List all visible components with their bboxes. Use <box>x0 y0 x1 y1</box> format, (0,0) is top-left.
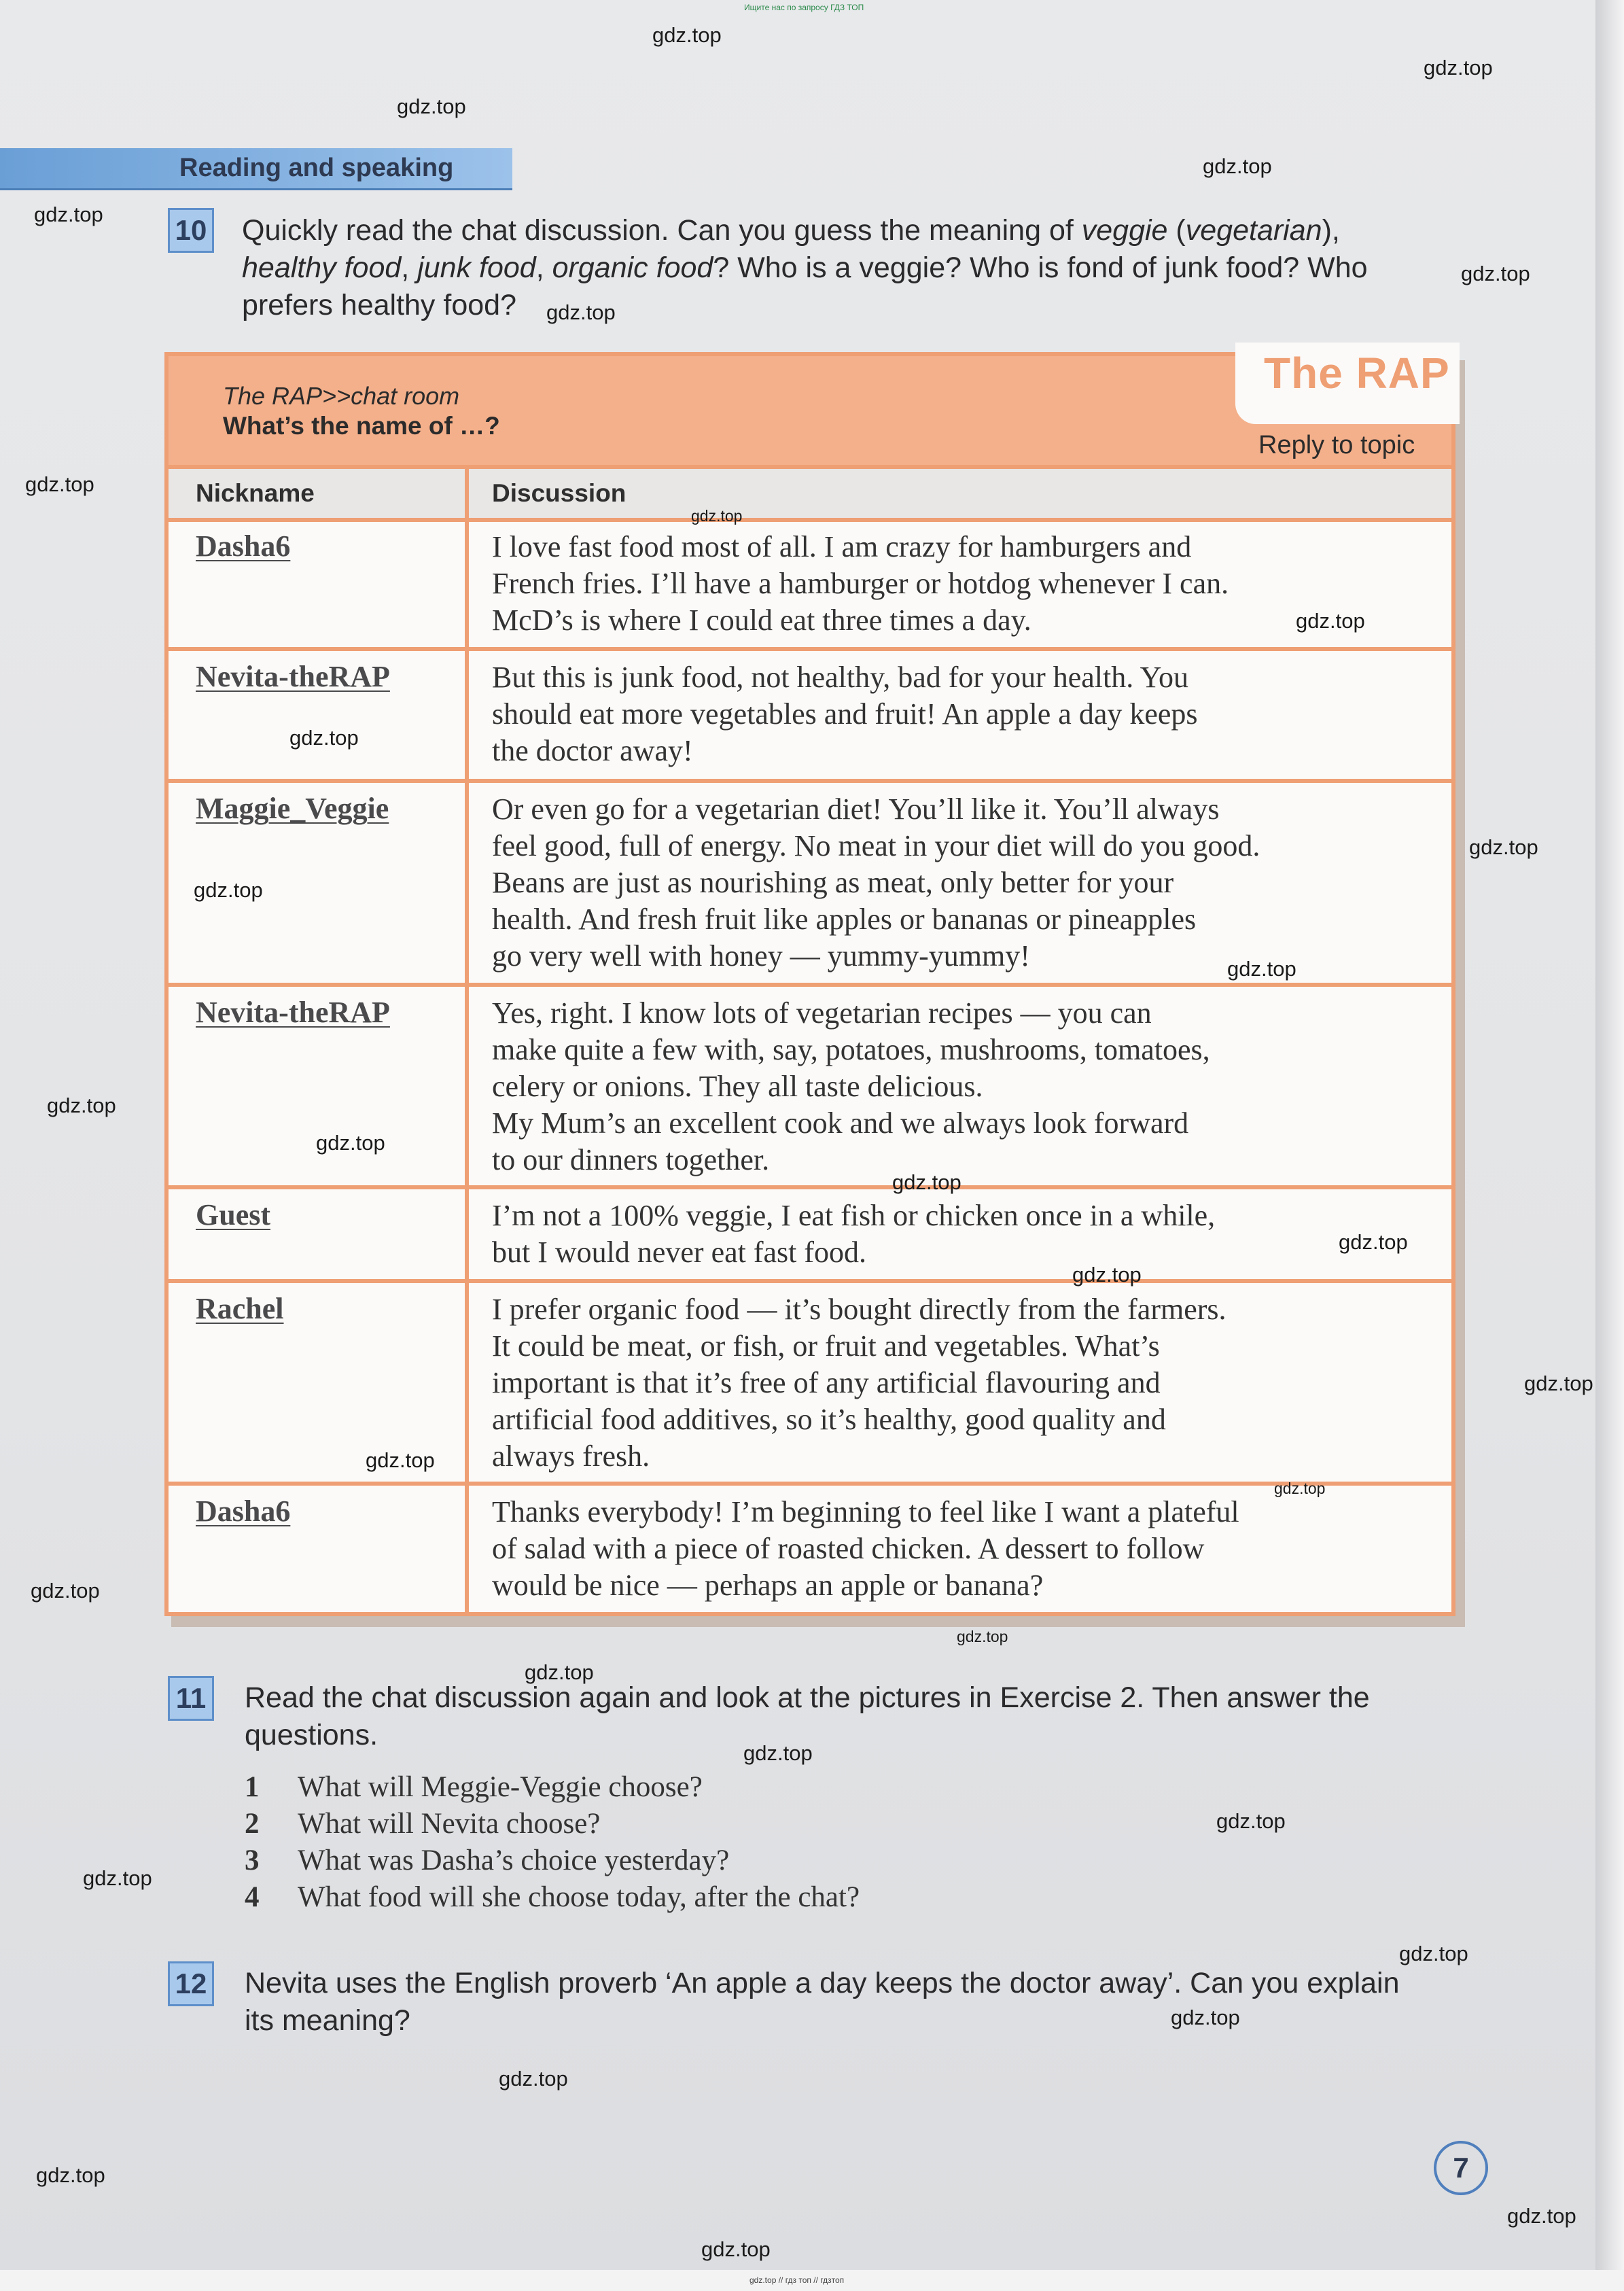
exercise-11-line-2: questions. <box>245 1719 378 1751</box>
post-message: I prefer organic food — it’s bought directly from the farmers. It could be meat, or fish, or fruit and vegetables. What’s important is that it’s free of any artificial flavouring and artificial food additives, so it’s healthy, good quality and always fresh. <box>492 1293 1226 1473</box>
chat-box <box>164 349 1455 1616</box>
row-divider <box>169 779 1451 783</box>
watermark: gdz.top <box>546 300 616 324</box>
post-message: Thanks everybody! I’m beginning to feel like I want a plateful of salad with a piece of roasted chicken. A dessert to follow would be nice — perhaps an apple or banana? <box>492 1495 1239 1602</box>
page-number: 7 <box>1434 2141 1488 2195</box>
question-text: What food will she choose today, after the chat? <box>298 1881 860 1913</box>
watermark: gdz.top <box>194 878 263 902</box>
exercise-12-text <box>245 1965 1522 2040</box>
watermark: gdz.top <box>1274 1480 1326 1497</box>
post-message: Yes, right. I know lots of vegetarian recipes — you can make quite a few with, say, potatoes, mushrooms, tomatoes, celery or onions. They all taste delicious. My Mum’s an excellent cook and we always look forward to our dinners together. <box>492 996 1210 1176</box>
watermark: gdz.top <box>691 507 743 525</box>
term-vegetarian: vegetarian <box>1185 214 1322 247</box>
watermark: gdz.top <box>957 1628 1008 1645</box>
watermark: gdz.top <box>25 472 94 496</box>
row-divider <box>169 1279 1451 1283</box>
exercise-11-line-1: Read the chat discussion again and look at the pictures in Exercise 2. Then answer the <box>245 1681 1370 1714</box>
watermark: gdz.top <box>36 2163 105 2187</box>
exercise-12-line-1: Nevita uses the English proverb ‘An apple a day keeps the doctor away’. Can you explain <box>245 1967 1400 1999</box>
watermark: gdz.top <box>83 1866 152 1890</box>
watermark: gdz.top <box>499 2067 568 2091</box>
exercise-12-line-2: its meaning? <box>245 2004 410 2037</box>
watermark: gdz.top <box>316 1131 385 1155</box>
watermark: gdz.top <box>1072 1263 1142 1287</box>
term-organic-food: organic food <box>552 251 713 284</box>
post-message: I’m not a 100% veggie, I eat fish or chicken once in a while, but I would never eat fast food. <box>492 1199 1216 1269</box>
term-healthy-food: healthy food <box>242 251 402 284</box>
exercise-11-number: 11 <box>168 1676 214 1721</box>
exercise-10-line-2: healthy food, junk food, organic food? Who is a veggie? Who is fond of junk food? Who <box>242 251 1368 284</box>
watermark: gdz.top <box>525 1660 594 1684</box>
chat-room-label: The RAP>>chat room <box>223 382 460 410</box>
page-edge <box>1595 0 1624 2291</box>
column-divider <box>465 465 469 1616</box>
term-veggie: veggie <box>1081 214 1168 247</box>
watermark: gdz.top <box>1469 835 1538 859</box>
watermark: gdz.top <box>47 1094 116 1117</box>
watermark: gdz.top <box>1339 1230 1408 1254</box>
exercise-10-line-1: Quickly read the chat discussion. Can you guess the meaning of veggie (vegetarian), <box>242 214 1340 247</box>
chat-topic: What’s the name of …? <box>223 412 500 440</box>
question-number: 1 <box>245 1771 260 1803</box>
watermark: gdz.top <box>743 1741 813 1765</box>
watermark: gdz.top <box>34 203 103 226</box>
post-nickname[interactable]: Guest <box>196 1198 270 1231</box>
exercise-12-number: 12 <box>168 1961 214 2006</box>
watermark: gdz.top <box>1227 957 1296 981</box>
watermark: gdz.top <box>289 726 359 750</box>
exercise-10-number: 10 <box>168 208 214 253</box>
exercise-10-text <box>242 212 1519 324</box>
question-text: What will Meggie-Veggie choose? <box>298 1771 703 1803</box>
question-number: 4 <box>245 1881 260 1913</box>
watermark: gdz.top <box>31 1579 100 1603</box>
exercise-11-text <box>245 1679 1522 1754</box>
post-nickname[interactable]: Dasha6 <box>196 1494 291 1528</box>
watermark: gdz.top <box>1424 56 1493 80</box>
post-nickname[interactable]: Rachel <box>196 1292 284 1325</box>
question-number: 3 <box>245 1844 260 1876</box>
row-divider <box>169 518 1451 522</box>
footer-tagline: gdz.top // гдз топ // гдзтоп <box>749 2275 845 2285</box>
post-nickname[interactable]: Dasha6 <box>196 529 291 563</box>
post-message: I love fast food most of all. I am crazy for hamburgers and French fries. I’ll have a hamburger or hotdog whenever I can. McD’s is where I could eat three times a day. <box>492 530 1229 637</box>
term-junk-food: junk food <box>417 251 536 284</box>
post-nickname[interactable]: Nevita-theRAP <box>196 996 390 1029</box>
section-title: Reading and speaking <box>179 154 454 182</box>
top-tagline: Ищите нас по запросу ГДЗ ТОП <box>744 3 864 12</box>
question-number: 2 <box>245 1808 260 1840</box>
watermark: gdz.top <box>1524 1371 1593 1395</box>
watermark: gdz.top <box>1216 1809 1286 1833</box>
row-divider <box>169 1185 1451 1189</box>
rap-logo: The RAP <box>1264 349 1450 398</box>
row-divider <box>169 983 1451 987</box>
watermark: gdz.top <box>652 23 722 47</box>
watermark: gdz.top <box>1296 609 1365 633</box>
watermark: gdz.top <box>701 2237 771 2261</box>
post-nickname[interactable]: Maggie_Veggie <box>196 792 389 825</box>
watermark: gdz.top <box>1399 1942 1468 1965</box>
column-header-nickname: Nickname <box>169 469 465 518</box>
watermark: gdz.top <box>1507 2204 1576 2228</box>
row-divider <box>169 465 1451 469</box>
row-divider <box>169 1482 1451 1486</box>
row-divider <box>169 647 1451 651</box>
watermark: gdz.top <box>366 1448 435 1472</box>
watermark: gdz.top <box>397 94 466 118</box>
post-message: But this is junk food, not healthy, bad for your health. You should eat more vegetables and fruit! An apple a day keeps the doctor away! <box>492 661 1198 767</box>
watermark: gdz.top <box>1203 154 1272 178</box>
post-nickname[interactable]: Nevita-theRAP <box>196 660 390 693</box>
reply-to-topic-link[interactable]: Reply to topic <box>1258 431 1415 459</box>
watermark: gdz.top <box>892 1170 961 1194</box>
exercise-10-line-3: prefers healthy food? <box>242 289 516 321</box>
question-text: What will Nevita choose? <box>298 1808 601 1840</box>
question-text: What was Dasha’s choice yesterday? <box>298 1844 730 1876</box>
post-message: Or even go for a vegetarian diet! You’ll like it. You’ll always feel good, full of energy. No meat in your diet will do you good. Beans are just as nourishing as meat, only better for your health. And fresh fruit like apples or bananas or pineapples go very well with honey — yummy-yummy! <box>492 792 1260 973</box>
watermark: gdz.top <box>1461 262 1530 285</box>
column-header-discussion: Discussion <box>469 469 1451 518</box>
watermark: gdz.top <box>1171 2006 1240 2029</box>
